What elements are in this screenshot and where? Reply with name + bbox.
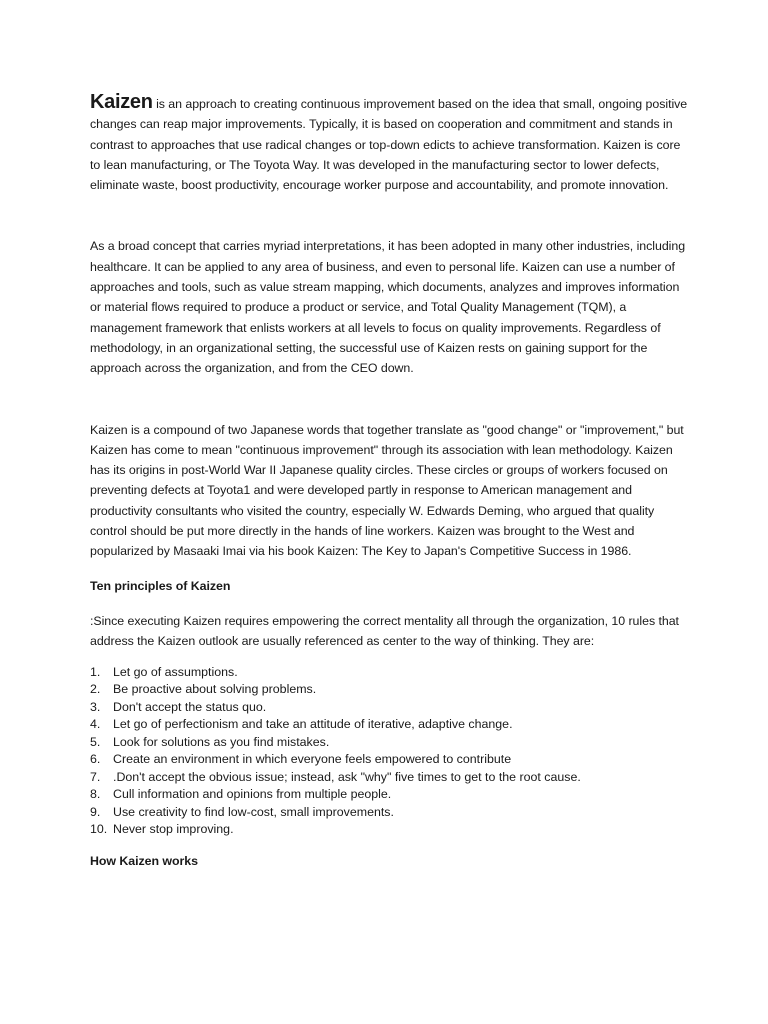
- lead-word: Kaizen: [90, 91, 153, 113]
- principles-list: [90, 664, 690, 839]
- list-number: 7.: [90, 769, 101, 784]
- list-text: Let go of assumptions.: [113, 664, 238, 679]
- list-item: [90, 699, 690, 717]
- list-number: 8.: [90, 787, 101, 802]
- list-item: [90, 681, 690, 699]
- list-item: [90, 716, 690, 734]
- list-text: Use creativity to find low-cost, small improvements.: [113, 804, 394, 819]
- list-number: 9.: [90, 804, 101, 819]
- list-item: [90, 734, 690, 752]
- list-number: 2.: [90, 682, 101, 697]
- list-text: Don't accept the status quo.: [113, 699, 267, 714]
- list-text: .Don't accept the obvious issue; instead, ask "why" five times to get to the root cause.: [113, 769, 581, 784]
- list-text: Create an environment in which everyone feels empowered to contribute: [113, 752, 512, 767]
- document-page: [90, 92, 690, 871]
- paragraph-intro-text: is an approach to creating continuous improvement based on the idea that small, ongoing positive changes can reap major improvements. Typically, it is based on cooperation and commitment and stands in contrast to approaches that use radical changes or top-down edicts to achieve transformation. Kaizen is core to lean manufacturing, or The Toyota Way. It was developed in the manufacturing sector to lower defects, eliminate waste, boost productivity, encourage worker purpose and accountability, and promote innovation.: [90, 97, 688, 193]
- list-number: 10.: [90, 822, 108, 837]
- list-number: 5.: [90, 734, 101, 749]
- list-item: [90, 751, 690, 769]
- list-text: Be proactive about solving problems.: [113, 682, 317, 697]
- heading-how-kaizen-works: How Kaizen works: [90, 853, 198, 868]
- list-text: Look for solutions as you find mistakes.: [113, 734, 330, 749]
- list-text: Let go of perfectionism and take an attitude of iterative, adaptive change.: [113, 717, 513, 732]
- list-item: [90, 821, 690, 839]
- list-number: 4.: [90, 717, 101, 732]
- paragraph-principles-intro: :Since executing Kaizen requires empowering the correct mentality all through the organization, 10 rules that address the Kaizen outlook are usually referenced as center to the way of thinking. They are:: [90, 613, 679, 649]
- list-item: [90, 786, 690, 804]
- paragraph-intro: [90, 92, 690, 195]
- list-number: 6.: [90, 752, 101, 767]
- paragraph-broad-concept: As a broad concept that carries myriad interpretations, it has been adopted in many other industries, including healthcare. It can be applied to any area of business, and even to personal life. Kaizen can use a number of approaches and tools, such as value stream mapping, which documents, analyzes and improves information or material flows required to produce a product or service, and Total Quality Management (TQM), a management framework that enlists workers at all levels to focus on quality improvements. Regardless of methodology, in an organizational setting, the successful use of Kaizen rests on gaining support for the approach across the organization, and from the CEO down.: [90, 239, 686, 376]
- list-number: 1.: [90, 664, 101, 679]
- list-text: Cull information and opinions from multiple people.: [113, 787, 392, 802]
- list-item: [90, 664, 690, 682]
- heading-ten-principles: Ten principles of Kaizen: [90, 578, 231, 593]
- list-text: Never stop improving.: [113, 822, 234, 837]
- list-item: [90, 804, 690, 822]
- paragraph-origins: Kaizen is a compound of two Japanese words that together translate as "good change" or "improvement," but Kaizen has come to mean "continuous improvement" through its association with lean methodology. Kaizen has its origins in post-World War II Japanese quality circles. These circles or groups of workers focused on preventing defects at Toyota1 and were developed partly in response to American management and productivity consultants who visited the country, especially W. Edwards Deming, who argued that quality control should be put more directly in the hands of line workers. Kaizen was brought to the West and popularized by Masaaki Imai via his book Kaizen: The Key to Japan's Competitive Success in 1986.: [90, 422, 684, 559]
- list-number: 3.: [90, 699, 101, 714]
- list-item: [90, 769, 690, 787]
